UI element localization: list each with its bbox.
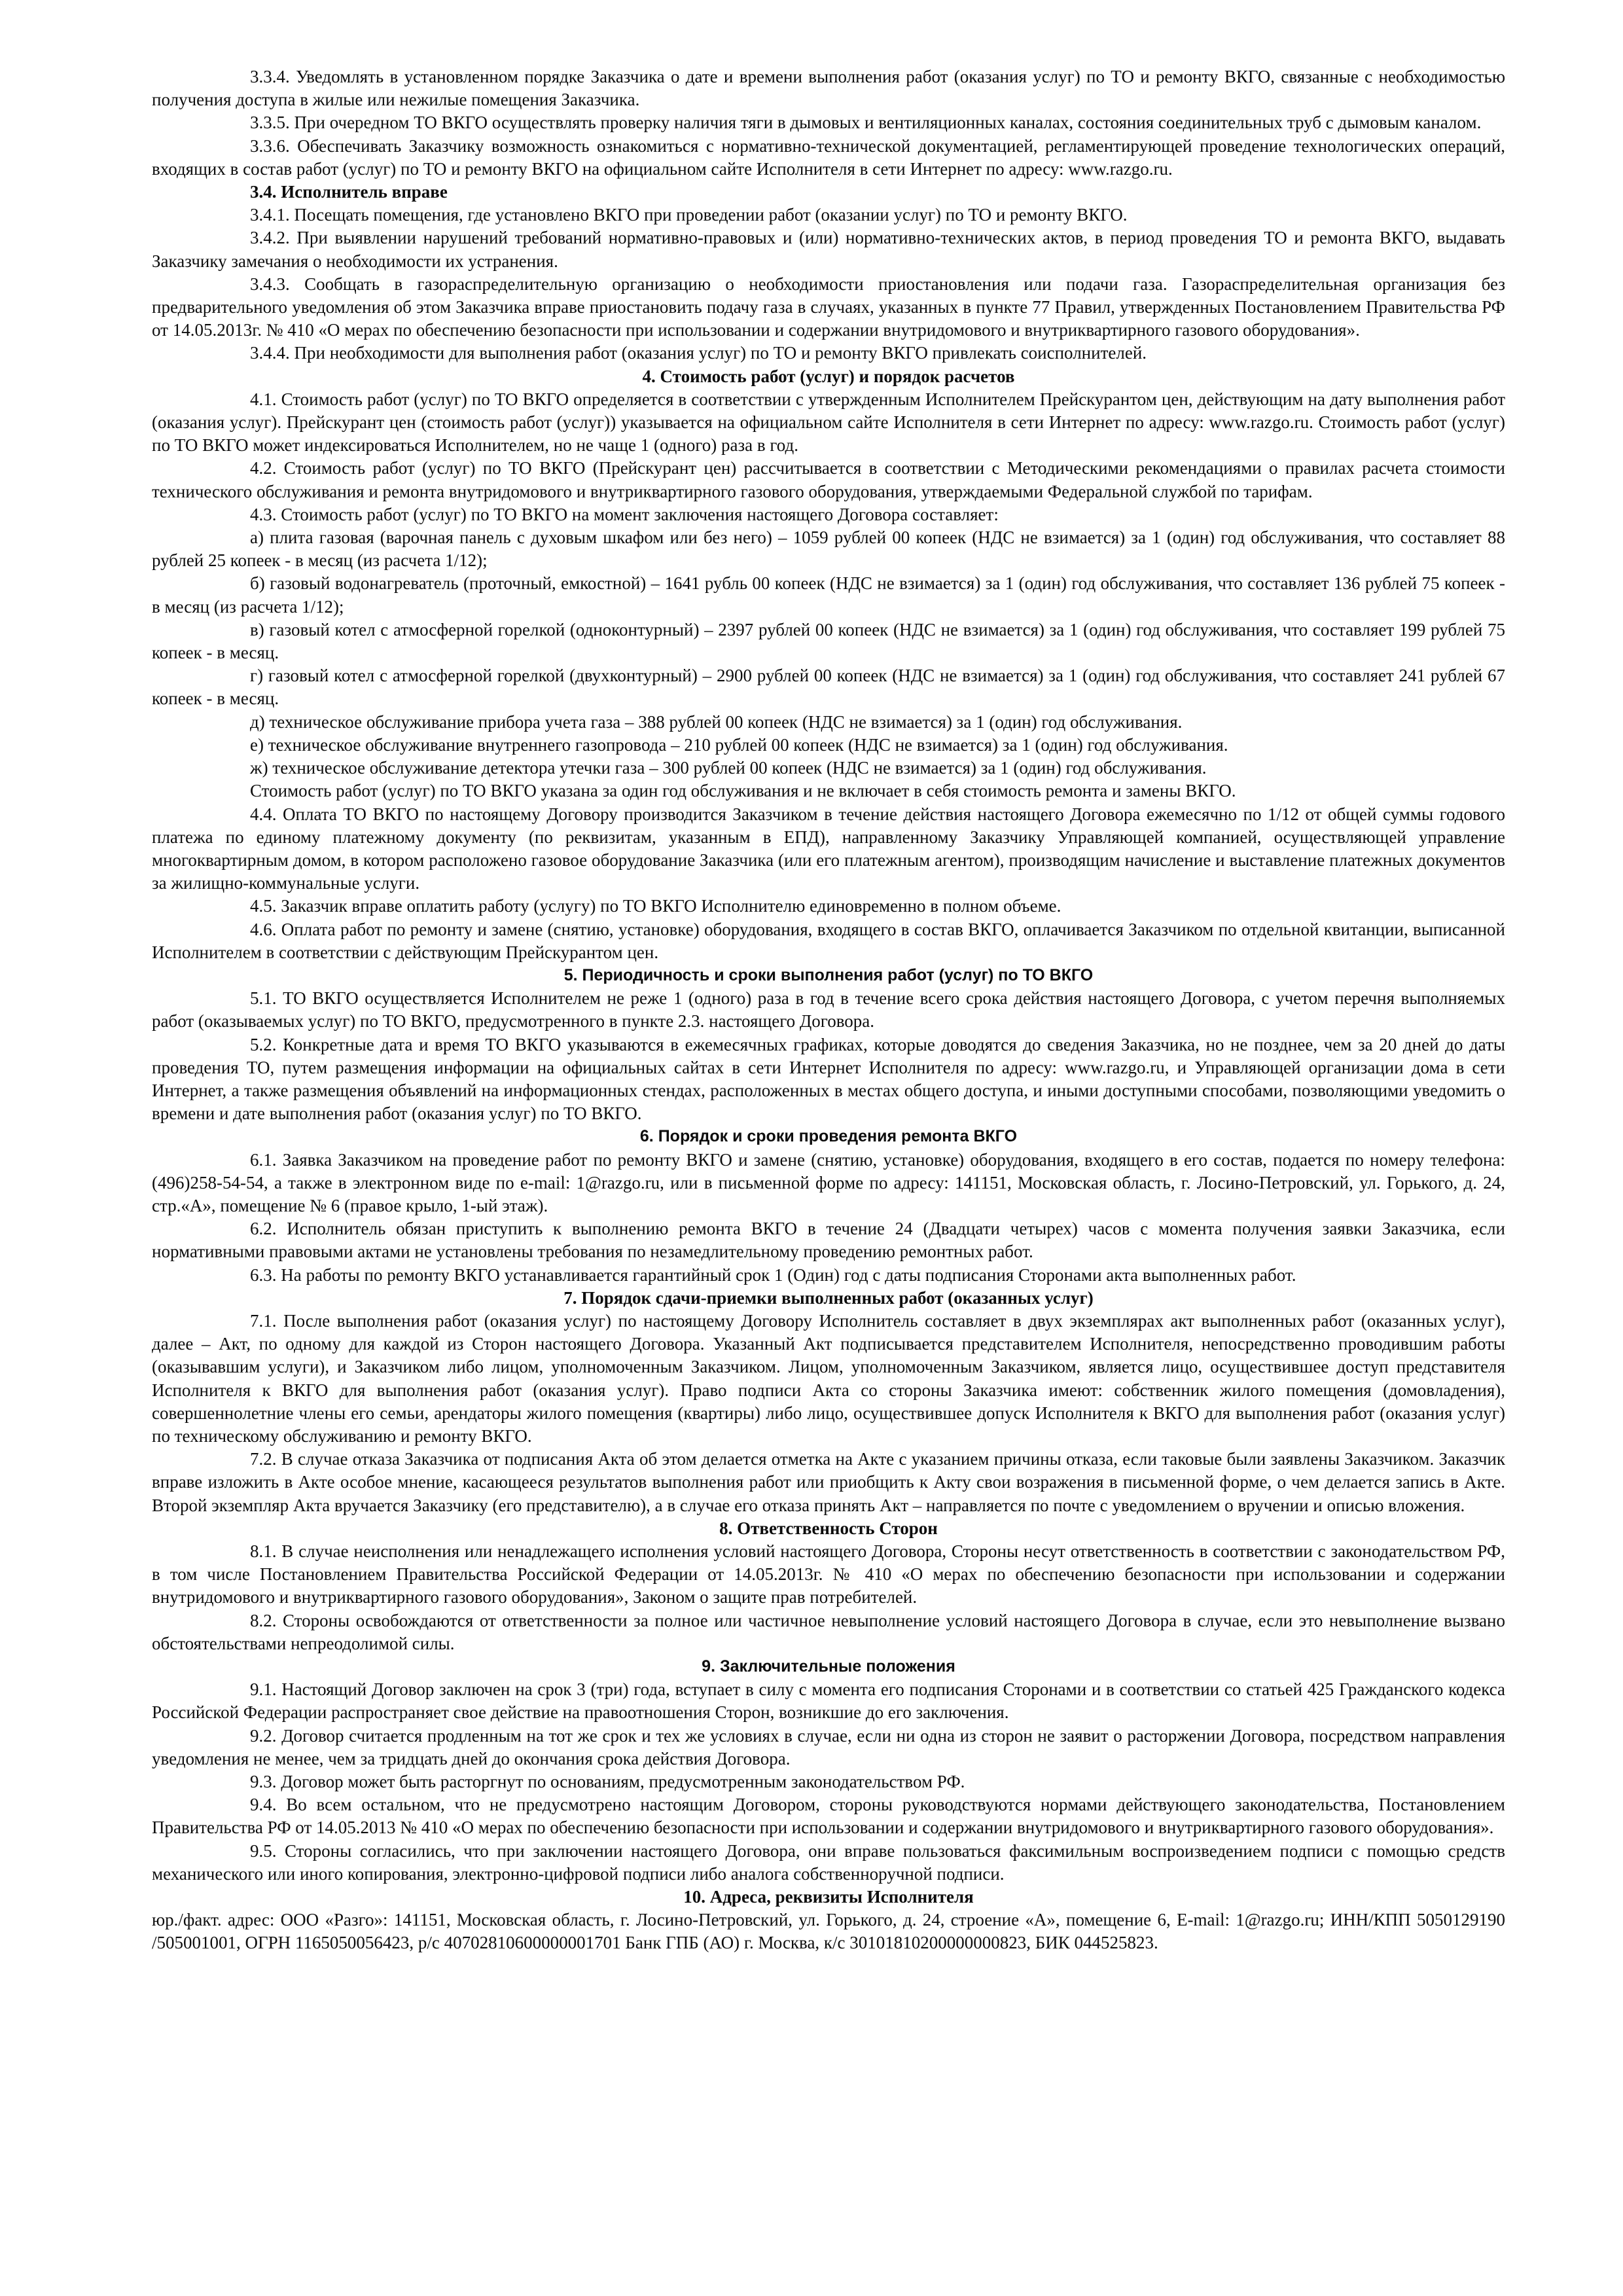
paragraph: 9.5. Стороны согласились, что при заключении настоящего Договора, они вправе пользоваться факсимильным воспроизведением подписи с помощью средств механического или иного копирования, электронно-цифровой подписи либо аналога собственноручной подписи. [152, 1840, 1505, 1884]
section-heading: 9. Заключительные положения [702, 1657, 955, 1676]
paragraph: Стоимость работ (услуг) по ТО ВКГО указана за один год обслуживания и не включает в себя стоимость ремонта и замены ВКГО. [250, 781, 1236, 801]
requisites-text: юр./факт. адрес: ООО «Разго»: 141151, Московская область, г. Лосино-Петровский, ул. Горького, д. 24, строение «А», помещение 6, E-mail: 1@razgo.ru; ИНН/КПП 5050129190 /505001001, ОГРН 1165050056423, р/с 40702810600000001701 Банк ГПБ (АО) г. Москва, к/с 30101810200000000823, БИК 044525823. [152, 1910, 1505, 1953]
document-page [152, 65, 1505, 1955]
section-heading: 6. Порядок и сроки проведения ремонта ВКГО [639, 1127, 1018, 1146]
section-heading: 4. Стоимость работ (услуг) и порядок расчетов [642, 366, 1015, 386]
paragraph: 4.3. Стоимость работ (услуг) по ТО ВКГО на момент заключения настоящего Договора составляет: [250, 504, 999, 524]
paragraph: 6.2. Исполнитель обязан приступить к выполнению ремонта ВКГО в течение 24 (Двадцати четырех) часов с момента получения заявки Заказчика, если нормативными правовыми актами не установлены требования по незамедлительному проведению ремонтных работ. [152, 1219, 1505, 1262]
paragraph: 9.4. Во всем остальном, что не предусмотрено настоящим Договором, стороны руководствуются нормами действующего законодательства, Постановлением Правительства РФ от 14.05.2013 № 410 «О мерах по обеспечению безопасности при использовании и содержании внутридомового и внутриквартирного газового оборудования». [152, 1795, 1505, 1838]
paragraph: 3.4.1. Посещать помещения, где установлено ВКГО при проведении работ (оказании услуг) по ТО и ремонту ВКГО. [250, 205, 1128, 225]
paragraph: а) плита газовая (варочная панель с духовым шкафом или без него) – 1059 рублей 00 копеек (НДС не взимается) за 1 (один) год обслуживания, что составляет 88 рублей 25 копеек - в месяц (из расчета 1/12); [152, 528, 1505, 571]
section-heading: 8. Ответственность Сторон [719, 1518, 938, 1538]
paragraph: 4.5. Заказчик вправе оплатить работу (услугу) по ТО ВКГО Исполнителю единовременно в полном объеме. [250, 896, 1061, 916]
paragraph: б) газовый водонагреватель (проточный, емкостной) – 1641 рубль 00 копеек (НДС не взимается) за 1 (один) год обслуживания, что составляет 136 рублей 75 копеек - в месяц (из расчета 1/12); [152, 573, 1505, 617]
section-heading: 5. Периодичность и сроки выполнения работ (услуг) по ТО ВКГО [563, 965, 1094, 984]
paragraph: 6.3. На работы по ремонту ВКГО устанавливается гарантийный срок 1 (Один) год с даты подписания Сторонами акта выполненных работ. [250, 1265, 1296, 1285]
paragraph: 3.4.2. При выявлении нарушений требований нормативно-правовых и (или) нормативно-технических актов, в период проведения ТО и ремонта ВКГО, выдавать Заказчику замечания о необходимости их устранения. [152, 228, 1505, 271]
paragraph: 8.2. Стороны освобождаются от ответственности за полное или частичное невыполнение условий настоящего Договора в случае, если это невыполнение вызвано обстоятельствами непреодолимой силы. [152, 1610, 1505, 1653]
paragraph: 9.3. Договор может быть расторгнут по основаниям, предусмотренным законодательством РФ. [250, 1772, 965, 1792]
paragraph: 4.1. Стоимость работ (услуг) по ТО ВКГО определяется в соответствии с утвержденным Исполнителем Прейскурантом цен, действующим на дату выполнения работ (оказания услуг). Прейскурант цен (стоимость работ (услуг)) указывается на официальном сайте Исполнителя в сети Интернет по адресу: www.razgo.ru. Стоимость работ (услуг) по ТО ВКГО может индексироваться Исполнителем, но не чаще 1 (одного) раза в год. [152, 389, 1505, 456]
paragraph: ж) техническое обслуживание детектора утечки газа – 300 рублей 00 копеек (НДС не взимается) за 1 (один) год обслуживания. [250, 758, 1207, 778]
paragraph: 9.1. Настоящий Договор заключен на срок 3 (три) года, вступает в силу с момента его подписания Сторонами и в соответствии со статьей 425 Гражданского кодекса Российской Федерации распространяет свое действие на правоотношения Сторон, возникшие до его заключения. [152, 1679, 1505, 1723]
paragraph: 6.1. Заявка Заказчиком на проведение работ по ремонту ВКГО и замене (снятию, установке) оборудования, входящего в его состав, подается по номеру телефона: (496)258-54-54, а также в электронном виде по e-mail: 1@razgo.ru, или в письменной форме по адресу: 141151, Московская область, г. Лосино-Петровский, ул. Горького, д. 24, стр.«А», помещение № 6 (правое крыло, 1-ый этаж). [152, 1149, 1505, 1215]
paragraph: 5.1. ТО ВКГО осуществляется Исполнителем не реже 1 (одного) раза в год в течение всего срока действия настоящего Договора, с учетом перечня выполняемых работ (оказываемых услуг) по ТО ВКГО, предусмотренного в пункте 2.3. настоящего Договора. [152, 988, 1505, 1031]
paragraph: 3.3.4. Уведомлять в установленном порядке Заказчика о дате и времени выполнения работ (оказания услуг) по ТО и ремонту ВКГО, связанные с необходимостью получения доступа в жилые или нежилые помещения Заказчика. [152, 67, 1505, 110]
paragraph: в) газовый котел с атмосферной горелкой (одноконтурный) – 2397 рублей 00 копеек (НДС не взимается) за 1 (один) год обслуживания, что составляет 199 рублей 75 копеек - в месяц. [152, 619, 1505, 663]
paragraph: 7.1. После выполнения работ (оказания услуг) по настоящему Договору Исполнитель составляет в двух экземплярах акт выполненных работ (оказанных услуг), далее – Акт, по одному для каждой из Сторон настоящего Договора. Указанный Акт подписывается представителем Исполнителя, непосредственно проводившим работы (оказывавшим услуги), и Заказчиком либо лицом, уполномоченным Заказчиком. Лицом, уполномоченным Заказчиком, является лицо, осуществившее доступ представителя Исполнителя к ВКГО для выполнения работ (оказания услуг). Право подписи Акта со стороны Заказчика имеют: собственник жилого помещения (домовладения), совершеннолетние члены его семьи, арендаторы жилого помещения (квартиры) либо лицо, осуществившее допуск Исполнителя к ВКГО для выполнения работ (оказания услуг) по техническому обслуживанию и ремонту ВКГО. [152, 1310, 1505, 1446]
section-heading: 3.4. Исполнитель вправе [250, 182, 448, 202]
paragraph: 3.3.6. Обеспечивать Заказчику возможность ознакомиться с нормативно-технической документацией, регламентирующей проведение технологических операций, входящих в состав работ (услуг) по ТО и ремонту ВКГО на официальном сайте Исполнителя в сети Интернет по адресу: www.razgo.ru. [152, 135, 1505, 179]
paragraph: 3.3.5. При очередном ТО ВКГО осуществлять проверку наличия тяги в дымовых и вентиляционных каналах, состояния соединительных труб с дымовым каналом. [250, 113, 1482, 133]
paragraph: е) техническое обслуживание внутреннего газопровода – 210 рублей 00 копеек (НДС не взимается) за 1 (один) год обслуживания. [250, 734, 1228, 755]
paragraph: д) техническое обслуживание прибора учета газа – 388 рублей 00 копеек (НДС не взимается) за 1 (один) год обслуживания. [250, 711, 1183, 732]
paragraph: 9.2. Договор считается продленным на тот же срок и тех же условиях в случае, если ни одна из сторон не заявит о расторжении Договора, посредством направления уведомления не менее, чем за тридцать дней до окончания срока действия Договора. [152, 1725, 1505, 1768]
paragraph: 5.2. Конкретные дата и время ТО ВКГО указываются в ежемесячных графиках, которые доводятся до сведения Заказчика, но не позднее, чем за 20 дней до даты проведения ТО, путем размещения информации на официальных сайтах в сети Интернет Исполнителя по адресу: www.razgo.ru, и Управляющей организации дома в сети Интернет, а также размещения объявлений на информационных стендах, расположенных в местах общего доступа, и иными доступными способами, позволяющими уведомить о времени и дате выполнения работ (оказания услуг) по ТО ВКГО. [152, 1034, 1505, 1124]
section-heading: 7. Порядок сдачи-приемки выполненных работ (оказанных услуг) [563, 1287, 1094, 1308]
paragraph: г) газовый котел с атмосферной горелкой (двухконтурный) – 2900 рублей 00 копеек (НДС не взимается) за 1 (один) год обслуживания, что составляет 241 рублей 67 копеек - в месяц. [152, 666, 1505, 709]
paragraph: 3.4.4. При необходимости для выполнения работ (оказания услуг) по ТО и ремонту ВКГО привлекать соисполнителей. [250, 343, 1147, 363]
paragraph: 4.4. Оплата ТО ВКГО по настоящему Договору производится Заказчиком в течение действия настоящего Договора ежемесячно по 1/12 от общей суммы годового платежа по единому платежному документу (по реквизитам, указанным в ЕПД), направленному Заказчику Управляющей компанией, осуществляющей управление многоквартирным домом, в котором расположено газовое оборудование Заказчика (или его платежным агентом), производящим начисление и выставление платежных документов за жилищно-коммунальные услуги. [152, 804, 1505, 893]
paragraph: 3.4.3. Сообщать в газораспределительную организацию о необходимости приостановления или подачи газа. Газораспределительная организация без предварительного уведомления об этом Заказчика вправе приостановить подачу газа в случаях, указанных в пункте 77 Правил, утвержденных Постановлением Правительства РФ от 14.05.2013г. № 410 «О мерах по обеспечению безопасности при использовании и содержании внутридомового и внутриквартирного газового оборудования». [152, 274, 1505, 340]
paragraph: 4.6. Оплата работ по ремонту и замене (снятию, установке) оборудования, входящего в состав ВКГО, оплачивается Заказчиком по отдельной квитанции, выписанной Исполнителем в соответствии с действующим Прейскурантом цен. [152, 919, 1505, 962]
paragraph: 8.1. В случае неисполнения или ненадлежащего исполнения условий настоящего Договора, Стороны несут ответственность в соответствии с законодательством РФ, в том числе Постановлением Правительства Российской Федерации от 14.05.2013г. № 410 «О мерах по обеспечению безопасности при использовании и содержании внутридомового и внутриквартирного газового оборудования», Законом о защите прав потребителей. [152, 1541, 1505, 1607]
paragraph: 4.2. Стоимость работ (услуг) по ТО ВКГО (Прейскурант цен) рассчитывается в соответствии с Методическими рекомендациями о правилах расчета стоимости технического обслуживания и ремонта внутридомового и внутриквартирного газового оборудования, утверждаемыми Федеральной службой по тарифам. [152, 458, 1505, 501]
section-heading: 10. Адреса, реквизиты Исполнителя [683, 1887, 974, 1907]
paragraph: 7.2. В случае отказа Заказчика от подписания Акта об этом делается отметка на Акте с указанием причины отказа, если таковые были заявлены Заказчиком. Заказчик вправе изложить в Акте особое мнение, касающееся результатов выполнения работ или приобщить к Акту свои возражения в письменной форме, о чем делается запись в Акте. Второй экземпляр Акта вручается Заказчику (его представителю), а в случае его отказа принять Акт – направляется по почте с уведомлением о вручении и описью вложения. [152, 1449, 1505, 1515]
